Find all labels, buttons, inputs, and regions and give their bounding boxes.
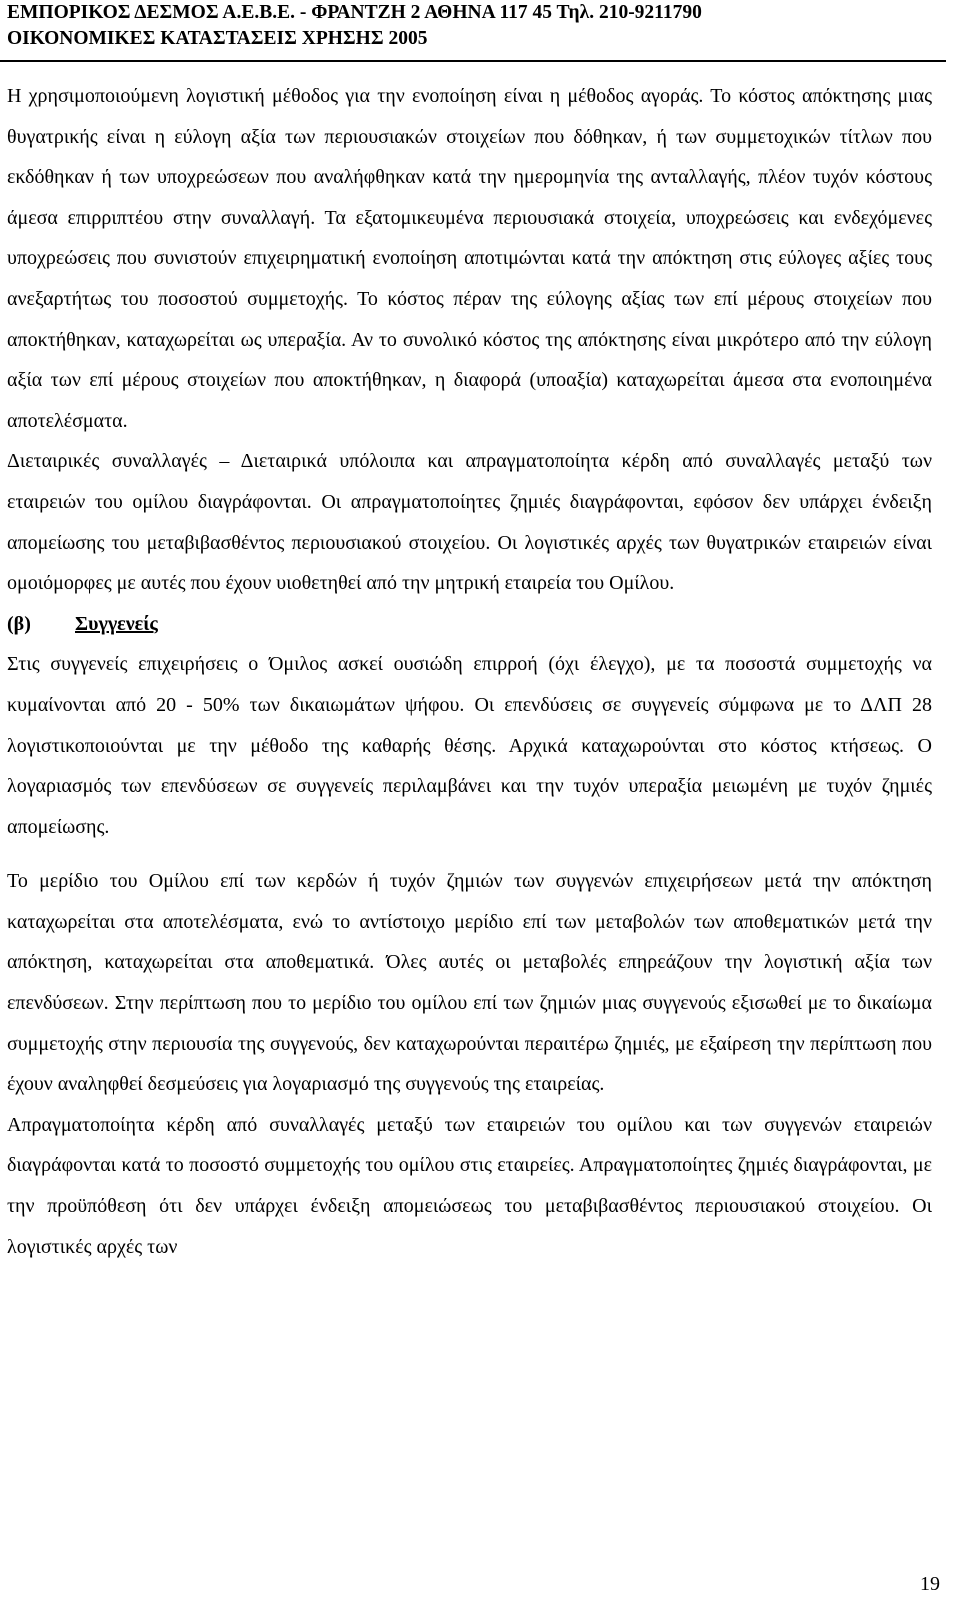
paragraph-group-share: Το μερίδιο του Ομίλου επί των κερδών ή τυχόν ζημιών των συγγενών επιχειρήσεων μετά την απόκτηση καταχωρείται στα αποτελέσματα, ενώ το αντίστοιχο μερίδιο επί των μεταβολών των αποθεματικών μετά την απόκτηση, καταχωρείται στα αποθεματικά. Όλες αυτές οι μεταβολές επηρεάζουν την λογιστική αξία των επενδύσεων. Στην περίπτωση που το μερίδιο του ομίλου επί των ζημιών μιας συγγενούς εξισωθεί με το δικαίωμα συμμετοχής στην περιουσία της συγγενούς, δεν καταχωρούνται περαιτέρω ζημιές, με εξαίρεση την περίπτωση που έχουν αναληφθεί δεσμεύσεις για λογαριασμό της συγγενούς της εταιρείας. [7,870,932,1096]
paragraph-unrealised-gains: Απραγματοποίητα κέρδη από συναλλαγές μεταξύ των εταιρειών του ομίλου και των συγγενών εταιρειών διαγράφονται κατά το ποσοστό συμμετοχής του ομίλου στις εταιρείες. Απραγματοποίητες ζημιές διαγράφονται, με την προϋπόθεση ότι δεν υπάρχει ένδειξη απομειώσεως του μεταβιβασθέντος περιουσιακού στοιχείου. Οι λογιστικές αρχές των [7,1113,932,1258]
section-heading-title: Συγγενείς [75,612,158,635]
header-divider [0,60,946,62]
section-heading-number: (β) [7,612,31,635]
header-statements-line: ΟΙΚΟΝΟΜΙΚΕΣ ΚΑΤΑΣΤΑΣΕΙΣ ΧΡΗΣΗΣ 2005 [7,28,428,49]
paragraph-intercompany-transactions: Διεταιρικές συναλλαγές – Διεταιρικά υπόλοιπα και απραγματοποίητα κέρδη από συναλλαγές μεταξύ των εταιρειών του ομίλου διαγράφονται. Οι απραγματοποίητες ζημιές διαγράφονται, εφόσον δεν υπάρχει ένδειξη απομείωσης του μεταβιβασθέντος περιουσιακού στοιχείου. Οι λογιστικές αρχές των θυγατρικών εταιρειών είναι ομοιόμορφες με αυτές που έχουν υιοθετηθεί από την μητρική εταιρεία του Ομίλου. [7,450,932,595]
document-body [7,76,932,1267]
section-heading-associates [7,604,932,645]
paragraph-consolidation-method: Η χρησιμοποιούμενη λογιστική μέθοδος για την ενοποίηση είναι η μέθοδος αγοράς. Το κόστος απόκτησης μιας θυγατρικής είναι η εύλογη αξία των περιουσιακών στοιχείων που δόθηκαν, ή των συμμετοχικών τίτλων που εκδόθηκαν ή των υποχρεώσεων που αναλήφθηκαν κατά την ημερομηνία της ανταλλαγής, πλέον τυχόν κόστους άμεσα επιρριπτέου στην συναλλαγή. Τα εξατομικευμένα περιουσιακά στοιχεία, υποχρεώσεις και ενδεχόμενες υποχρεώσεις που συνιστούν επιχειρηματική ενοποίηση αποτιμώνται κατά την απόκτηση στις εύλογες αξίες τους ανεξαρτήτως του ποσοστού συμμετοχής. Το κόστος πέραν της εύλογης αξίας των επί μέρους στοιχείων που αποκτήθηκαν, καταχωρείται ως υπεραξία. Αν το συνολικό κόστος της απόκτησης είναι μικρότερο από την εύλογη αξία των επί μέρους στοιχείων που αποκτήθηκαν, η διαφορά (υποαξία) καταχωρείται άμεσα στα ενοποιημένα αποτελέσματα. [7,85,932,432]
paragraph-associates-influence: Στις συγγενείς επιχειρήσεις ο Όμιλος ασκεί ουσιώδη επιρροή (όχι έλεγχο), με τα ποσοστά συμμετοχής να κυμαίνονται από 20 - 50% των δικαιωμάτων ψήφου. Οι επενδύσεις σε συγγενείς σύμφωνα με το ΔΛΠ 28 λογιστικοποιούνται με την μέθοδο της καθαρής θέσης. Αρχικά καταχωρούνται στο κόστος κτήσεως. Ο λογαριασμός των επενδύσεων σε συγγενείς περιλαμβάνει και την τυχόν υπεραξία μειωμένη με τυχόν ζημιές απομείωσης. [7,653,932,838]
document-header [7,0,947,52]
header-company-line: ΕΜΠΟΡΙΚΟΣ ΔΕΣΜΟΣ Α.Ε.Β.Ε. - ΦΡΑΝΤΖΗ 2 ΑΘΗΝΑ 117 45 Τηλ. 210-9211790 [7,2,702,23]
page-number: 19 [920,1573,940,1595]
